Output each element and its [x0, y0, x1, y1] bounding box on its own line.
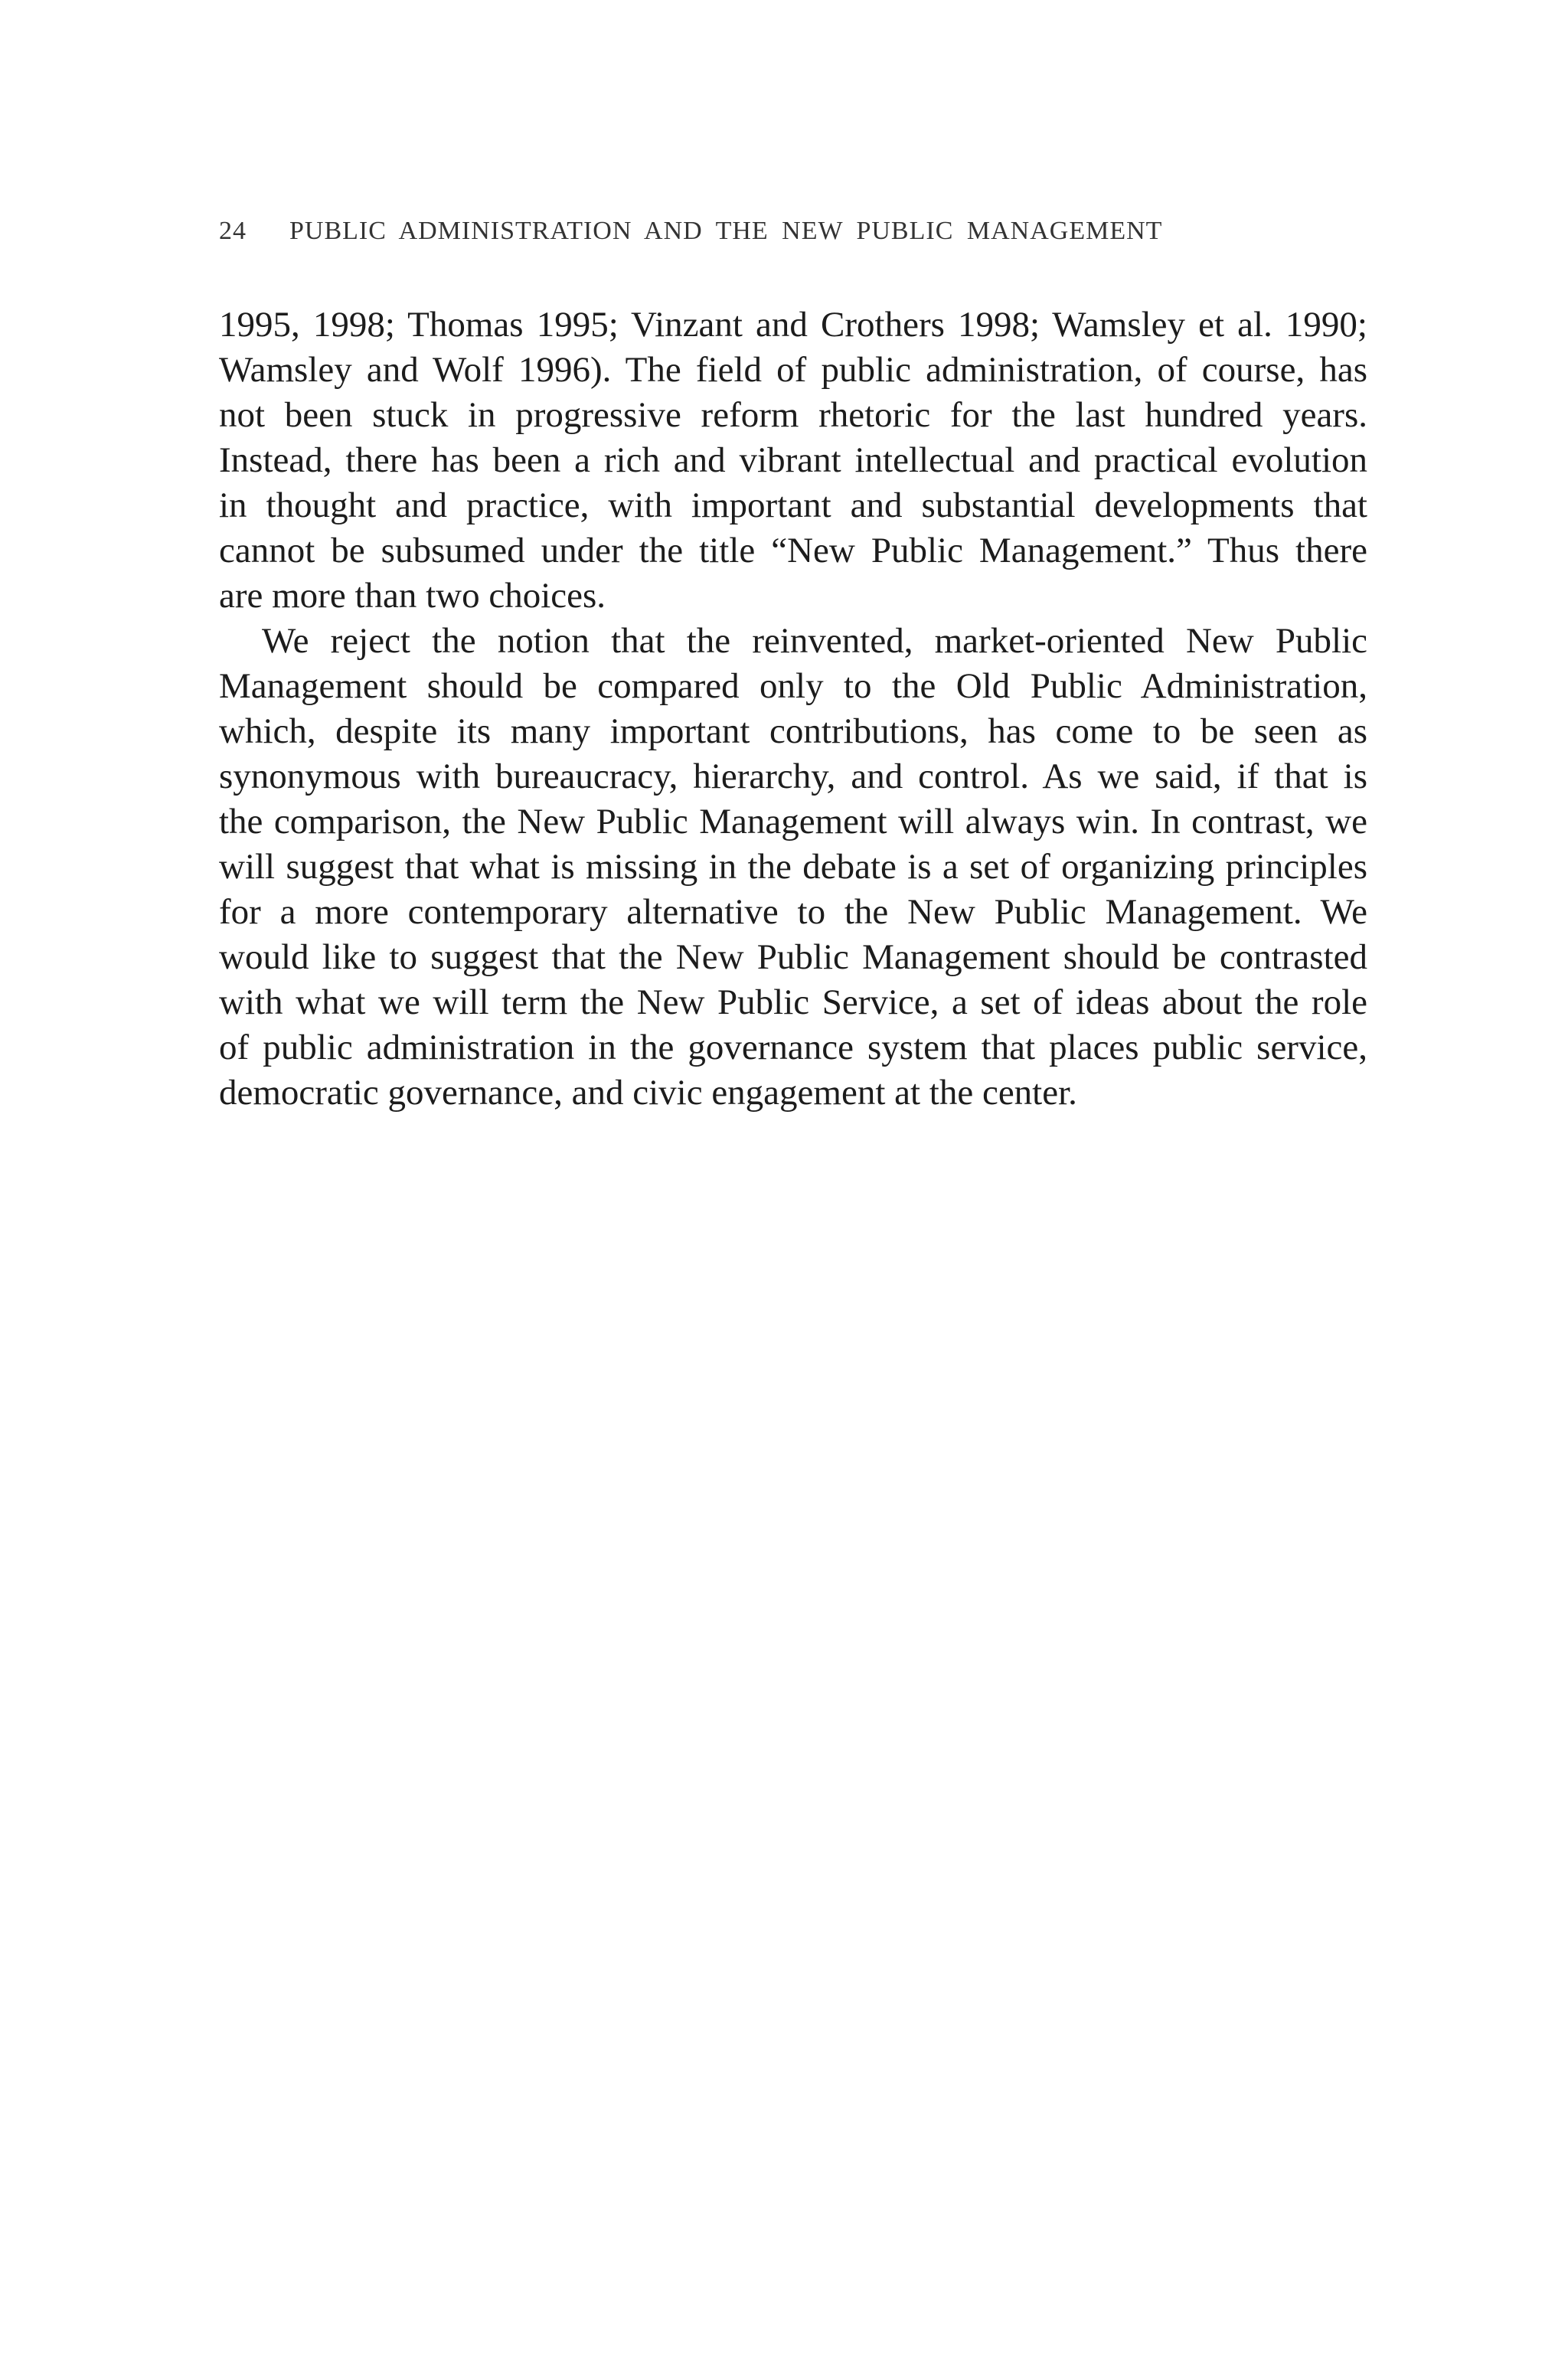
text-line: with what we will term the New Public Service, a set of ideas about the role	[219, 982, 1367, 1022]
page-number: 24	[219, 217, 247, 245]
text-line: synonymous with bureaucracy, hierarchy, and control. As we said, if that is	[219, 757, 1367, 796]
text-line: will suggest that what is missing in the debate is a set of organizing principles	[219, 847, 1367, 887]
text-line: Instead, there has been a rich and vibrant intellectual and practical evolution	[219, 440, 1367, 480]
text-line: for a more contemporary alternative to the New Public Management. We	[219, 892, 1367, 932]
paragraph-1	[219, 302, 1367, 619]
text-line: the comparison, the New Public Management will always win. In contrast, we	[219, 802, 1367, 842]
running-head	[219, 216, 1367, 247]
text-line: We reject the notion that the reinvented, market-oriented New Public	[262, 621, 1367, 661]
text-line: Wamsley and Wolf 1996). The field of public administration, of course, has	[219, 350, 1367, 390]
text-line: would like to suggest that the New Public Management should be contrasted	[219, 937, 1367, 977]
running-title: PUBLIC ADMINISTRATION AND THE NEW PUBLIC MANAGEMENT	[289, 217, 1163, 245]
text-line: which, despite its many important contributions, has come to be seen as	[219, 711, 1367, 751]
text-line: democratic governance, and civic engagement at the center.	[219, 1073, 1077, 1113]
text-line: of public administration in the governance system that places public service,	[219, 1028, 1367, 1067]
text-line: cannot be subsumed under the title “New Public Management.” Thus there	[219, 531, 1367, 570]
text-line: not been stuck in progressive reform rhetoric for the last hundred years.	[219, 395, 1367, 435]
text-line: 1995, 1998; Thomas 1995; Vinzant and Crothers 1998; Wamsley et al. 1990;	[219, 305, 1367, 345]
text-line: in thought and practice, with important and substantial developments that	[219, 485, 1367, 525]
text-line: are more than two choices.	[219, 576, 606, 616]
body-text	[219, 302, 1367, 1116]
text-line: Management should be compared only to the Old Public Administration,	[219, 666, 1367, 706]
paragraph-2	[219, 619, 1367, 1116]
